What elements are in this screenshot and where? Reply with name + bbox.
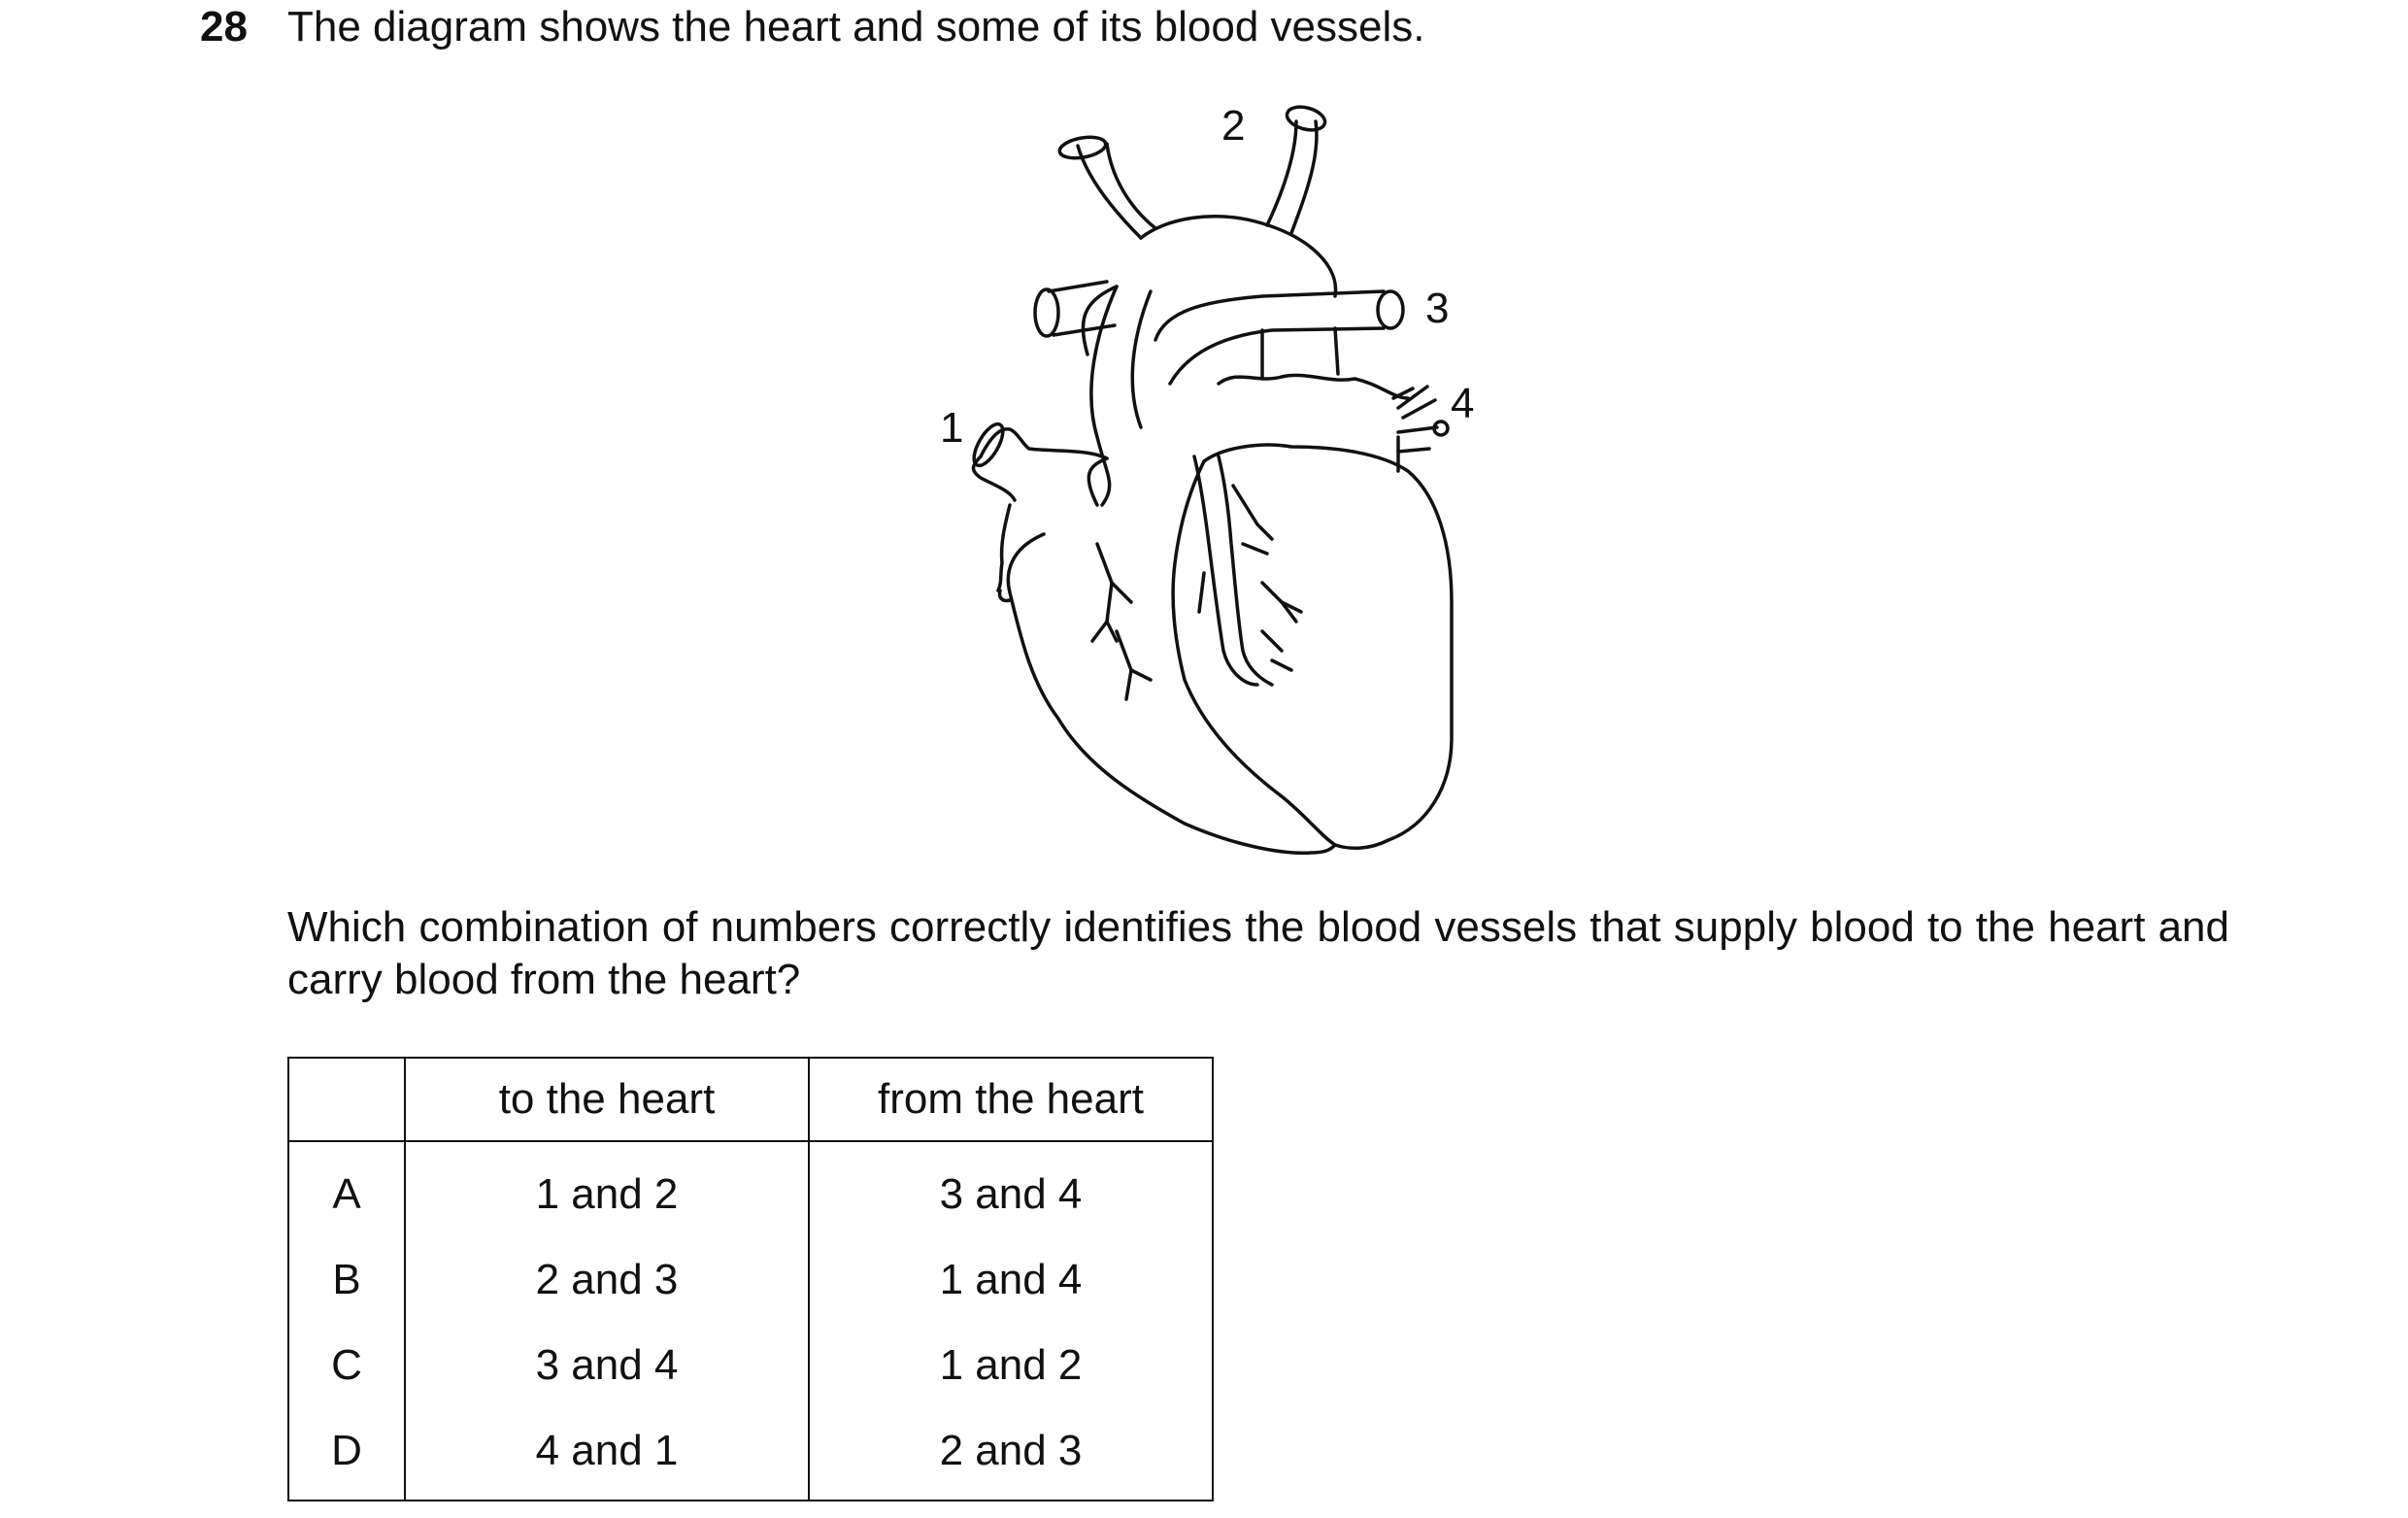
to-heart-value: 3 and 4 bbox=[405, 1323, 809, 1408]
from-heart-value: 1 and 2 bbox=[809, 1323, 1213, 1408]
option-letter: D bbox=[288, 1408, 405, 1501]
answer-table bbox=[287, 1057, 1214, 1501]
question-prompt: Which combination of numbers correctly identifies the blood vessels that supply blood to the heart and carry blood from the heart? bbox=[287, 903, 2229, 1003]
from-heart-value: 1 and 4 bbox=[809, 1237, 1213, 1323]
question-number: 28 bbox=[200, 3, 248, 51]
table-row bbox=[288, 1141, 1213, 1237]
header-from-the-heart: from the heart bbox=[809, 1058, 1213, 1141]
to-heart-value: 1 and 2 bbox=[405, 1141, 809, 1237]
from-heart-value: 3 and 4 bbox=[809, 1141, 1213, 1237]
to-heart-value: 4 and 1 bbox=[405, 1408, 809, 1501]
label-2: 2 bbox=[1221, 102, 1246, 150]
label-4: 4 bbox=[1451, 380, 1475, 427]
table-row bbox=[288, 1237, 1213, 1323]
to-heart-value: 2 and 3 bbox=[405, 1237, 809, 1323]
header-to-the-heart: to the heart bbox=[405, 1058, 809, 1141]
header-option bbox=[288, 1058, 405, 1141]
label-3: 3 bbox=[1425, 285, 1450, 332]
question-text: The diagram shows the heart and some of its blood vessels. bbox=[287, 3, 1425, 51]
option-letter: C bbox=[288, 1323, 405, 1408]
option-letter: A bbox=[288, 1141, 405, 1237]
table-header-row bbox=[288, 1058, 1213, 1141]
option-letter: B bbox=[288, 1237, 405, 1323]
table-row bbox=[288, 1323, 1213, 1408]
table-row bbox=[288, 1408, 1213, 1501]
from-heart-value: 2 and 3 bbox=[809, 1408, 1213, 1501]
label-1: 1 bbox=[940, 404, 964, 452]
